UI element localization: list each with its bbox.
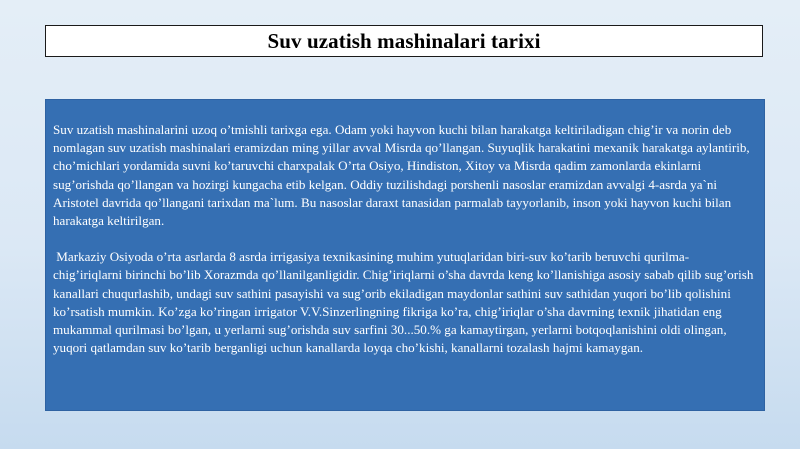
paragraph-history-intro: Suv uzatish mashinalarini uzoq o’tmishli tarixga ega. Odam yoki hayvon kuchi bilan harakatga keltiriladigan chig’ir va norin deb nomlagan suv uzatish mashinalari eramizdan ming yillar avval Misrda qo’llangan. Suyuqlik harakatini mexanik harakatga aylantirib, cho’michlari yordamida suvni ko’taruvchi charxpalak O’rta Osiyo, Hindiston, Xitoy va Misrda qadim zamonlarda ekinlarni sug’orishda qo’llangan va hozirgi kungacha etib kelgan. Oddiy tuzilishdagi porshenli nasoslar eramizdan avvalgi 4-asrda ya`ni Aristotel davrida qo’llangani tarixdan ma`lum. Bu nasoslar daraxt tanasidan parmalab tayyorlanib, inson yoki hayvon kuchi bilan harakatga keltirilgan.	[53, 122, 753, 229]
slide-content-box	[45, 99, 765, 411]
slide-title-box	[45, 25, 763, 57]
paragraph-central-asia: Markaziy Osiyoda o’rta asrlarda 8 asrda irrigasiya texnikasining muhim yutuqlaridan biri-suv ko’tarib beruvchi qurilma-chig’iriqlarni birinchi bo’lib Xorazmda qo’llanilganligidir. Chig’iriqlarni o’sha davrda keng ko’llanishiga asosiy sabab qilib sug’orish kanallari chuqurlashib, undagi suv sathini pasayishi va sug’orib ekiladigan maydonlar sathini suv sathidan yuqori bo’lib qolishini ko’rsatish mumkin. Ko’zga ko’ringan irrigator V.V.Sinzerlingning fikriga ko’ra, chig’iriqlar o’sha davrning texnik jihatidan eng mukammal qurilmasi bo’lgan, u yerlarni sug’orishda suv sarfini 30...50.% ga kamaytirgan, yerlarni botqoqlanishini oldi olingan, yuqori qatlamdan suv ko’tarib berganligi uchun kanallarda loyqa cho’kishi, kanallarni tozalash hajmi kamaygan.	[53, 249, 757, 356]
slide-title: Suv uzatish mashinalari tarixi	[267, 28, 541, 53]
